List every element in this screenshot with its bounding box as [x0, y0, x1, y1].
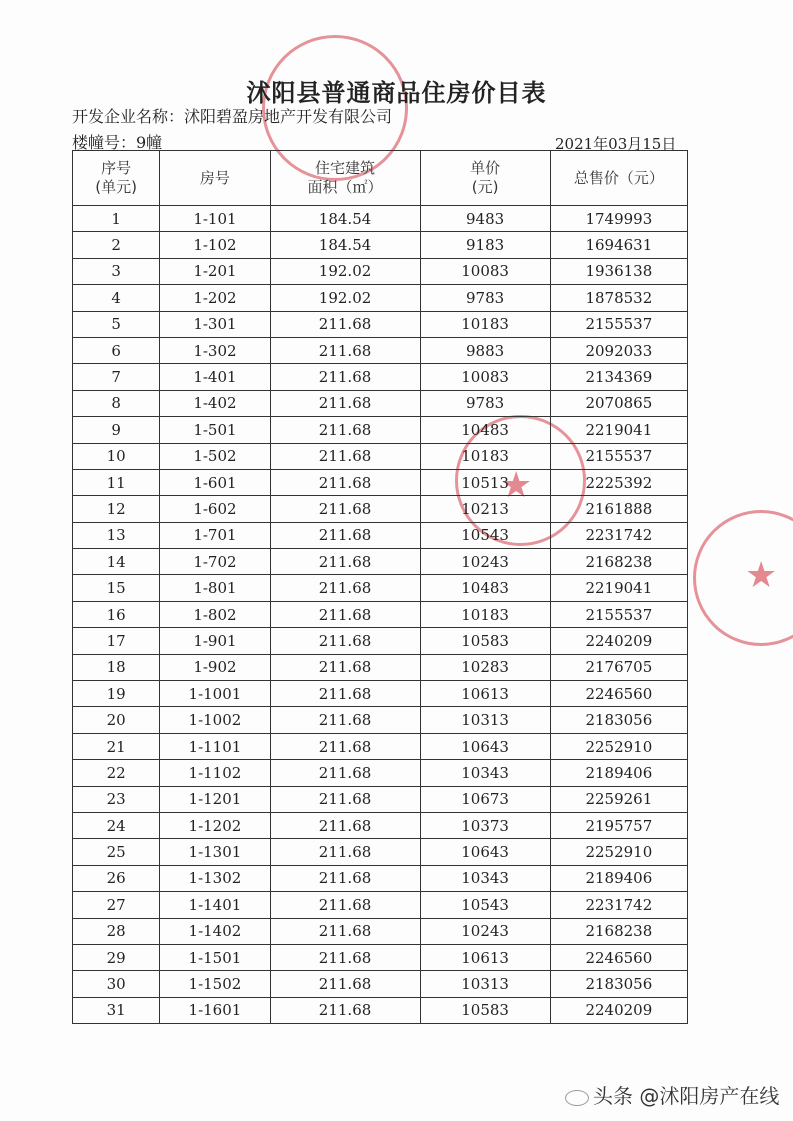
table-row — [73, 206, 688, 232]
cell-total-price: 2219041 — [550, 417, 687, 443]
watermark-text: 头条 @沭阳房产在线 — [593, 1084, 780, 1108]
cell-total-price: 2168238 — [550, 549, 687, 575]
developer-name: 开发企业名称：沭阳碧盈房地产开发有限公司 — [72, 107, 393, 126]
cell-room: 1-1201 — [160, 786, 270, 812]
price-table — [72, 150, 688, 1024]
cell-index: 14 — [73, 549, 160, 575]
cell-index: 18 — [73, 654, 160, 680]
cell-index: 27 — [73, 892, 160, 918]
cell-room: 1-501 — [160, 417, 270, 443]
cell-index: 2 — [73, 232, 160, 258]
cell-index: 1 — [73, 206, 160, 232]
document-date: 2021年03月15日 — [555, 135, 677, 153]
table-row — [73, 812, 688, 838]
table-row — [73, 258, 688, 284]
header-area: 住宅建筑 面积（㎡） — [270, 151, 420, 206]
cell-room: 1-702 — [160, 549, 270, 575]
cell-room: 1-701 — [160, 522, 270, 548]
cell-area: 211.68 — [270, 865, 420, 891]
cell-total-price: 2092033 — [550, 337, 687, 363]
cell-room: 1-1502 — [160, 971, 270, 997]
cell-unit-price: 10083 — [420, 258, 550, 284]
cell-total-price: 2161888 — [550, 496, 687, 522]
cell-room: 1-401 — [160, 364, 270, 390]
cell-area: 184.54 — [270, 232, 420, 258]
cell-area: 211.68 — [270, 707, 420, 733]
cell-area: 211.68 — [270, 496, 420, 522]
cell-area: 192.02 — [270, 258, 420, 284]
cell-room: 1-101 — [160, 206, 270, 232]
cell-room: 1-1402 — [160, 918, 270, 944]
cell-area: 211.68 — [270, 311, 420, 337]
document-title: 沭阳县普通商品住房价目表 — [246, 79, 547, 107]
cell-total-price: 2231742 — [550, 892, 687, 918]
cell-unit-price: 10543 — [420, 522, 550, 548]
cell-total-price: 2155537 — [550, 601, 687, 627]
cell-room: 1-1501 — [160, 944, 270, 970]
cell-unit-price: 10243 — [420, 549, 550, 575]
cell-index: 17 — [73, 628, 160, 654]
cell-room: 1-1202 — [160, 812, 270, 838]
table-row — [73, 971, 688, 997]
cell-index: 6 — [73, 337, 160, 363]
cell-unit-price: 10313 — [420, 707, 550, 733]
cell-total-price: 2189406 — [550, 760, 687, 786]
cell-unit-price: 10373 — [420, 812, 550, 838]
table-row — [73, 417, 688, 443]
table-row — [73, 918, 688, 944]
table-row — [73, 944, 688, 970]
cell-area: 211.68 — [270, 892, 420, 918]
cell-total-price: 2219041 — [550, 575, 687, 601]
cell-index: 7 — [73, 364, 160, 390]
cell-unit-price: 9783 — [420, 285, 550, 311]
cell-room: 1-901 — [160, 628, 270, 654]
cell-index: 25 — [73, 839, 160, 865]
cell-room: 1-902 — [160, 654, 270, 680]
cell-index: 4 — [73, 285, 160, 311]
cell-unit-price: 10613 — [420, 681, 550, 707]
table-row — [73, 733, 688, 759]
cell-area: 211.68 — [270, 681, 420, 707]
cell-index: 8 — [73, 390, 160, 416]
cell-room: 1-1101 — [160, 733, 270, 759]
table-row — [73, 760, 688, 786]
table-row — [73, 681, 688, 707]
cell-index: 20 — [73, 707, 160, 733]
cell-index: 9 — [73, 417, 160, 443]
cell-area: 211.68 — [270, 944, 420, 970]
cell-index: 29 — [73, 944, 160, 970]
cell-total-price: 2246560 — [550, 944, 687, 970]
cell-index: 11 — [73, 469, 160, 495]
cell-total-price: 2225392 — [550, 469, 687, 495]
cell-total-price: 1749993 — [550, 206, 687, 232]
cell-total-price: 1694631 — [550, 232, 687, 258]
cell-total-price: 2155537 — [550, 311, 687, 337]
cell-area: 211.68 — [270, 364, 420, 390]
cell-unit-price: 10613 — [420, 944, 550, 970]
cell-unit-price: 10543 — [420, 892, 550, 918]
cell-room: 1-1601 — [160, 997, 270, 1023]
cell-area: 192.02 — [270, 285, 420, 311]
cell-area: 211.68 — [270, 733, 420, 759]
cell-unit-price: 9783 — [420, 390, 550, 416]
cell-index: 5 — [73, 311, 160, 337]
cell-total-price: 2155537 — [550, 443, 687, 469]
table-row — [73, 311, 688, 337]
seal-star-icon: ★ — [500, 465, 533, 506]
cell-total-price: 2176705 — [550, 654, 687, 680]
cell-area: 211.68 — [270, 786, 420, 812]
building-number: 楼幢号：9幢 — [72, 133, 163, 152]
cell-total-price: 2240209 — [550, 628, 687, 654]
cell-unit-price: 9183 — [420, 232, 550, 258]
cell-total-price: 1936138 — [550, 258, 687, 284]
table-row — [73, 549, 688, 575]
cell-room: 1-602 — [160, 496, 270, 522]
table-row — [73, 496, 688, 522]
cell-area: 211.68 — [270, 918, 420, 944]
company-seal-right — [693, 510, 793, 646]
table-row — [73, 337, 688, 363]
chat-bubble-icon — [565, 1090, 589, 1106]
cell-unit-price: 10483 — [420, 575, 550, 601]
cell-room: 1-1401 — [160, 892, 270, 918]
header-room: 房号 — [160, 151, 270, 206]
cell-index: 12 — [73, 496, 160, 522]
cell-unit-price: 10583 — [420, 628, 550, 654]
cell-room: 1-1102 — [160, 760, 270, 786]
cell-unit-price: 10183 — [420, 443, 550, 469]
cell-index: 28 — [73, 918, 160, 944]
cell-index: 30 — [73, 971, 160, 997]
cell-unit-price: 10643 — [420, 839, 550, 865]
cell-area: 211.68 — [270, 601, 420, 627]
cell-room: 1-302 — [160, 337, 270, 363]
cell-area: 211.68 — [270, 469, 420, 495]
cell-area: 211.68 — [270, 760, 420, 786]
cell-unit-price: 9883 — [420, 337, 550, 363]
cell-total-price: 1878532 — [550, 285, 687, 311]
cell-unit-price: 10213 — [420, 496, 550, 522]
cell-total-price: 2189406 — [550, 865, 687, 891]
cell-index: 26 — [73, 865, 160, 891]
cell-unit-price: 10313 — [420, 971, 550, 997]
cell-room: 1-1002 — [160, 707, 270, 733]
table-row — [73, 865, 688, 891]
cell-area: 211.68 — [270, 812, 420, 838]
table-row — [73, 601, 688, 627]
cell-room: 1-1301 — [160, 839, 270, 865]
cell-area: 211.68 — [270, 549, 420, 575]
cell-room: 1-202 — [160, 285, 270, 311]
cell-area: 211.68 — [270, 337, 420, 363]
cell-total-price: 2240209 — [550, 997, 687, 1023]
cell-area: 184.54 — [270, 206, 420, 232]
cell-unit-price: 10343 — [420, 760, 550, 786]
cell-unit-price: 10673 — [420, 786, 550, 812]
cell-unit-price: 10183 — [420, 311, 550, 337]
cell-unit-price: 9483 — [420, 206, 550, 232]
cell-room: 1-802 — [160, 601, 270, 627]
cell-total-price: 2070865 — [550, 390, 687, 416]
table-row — [73, 390, 688, 416]
cell-room: 1-201 — [160, 258, 270, 284]
cell-unit-price: 10643 — [420, 733, 550, 759]
watermark — [565, 1080, 779, 1109]
table-row — [73, 892, 688, 918]
cell-index: 23 — [73, 786, 160, 812]
cell-room: 1-801 — [160, 575, 270, 601]
cell-total-price: 2168238 — [550, 918, 687, 944]
table-row — [73, 997, 688, 1023]
cell-unit-price: 10283 — [420, 654, 550, 680]
table-row — [73, 839, 688, 865]
table-row — [73, 364, 688, 390]
cell-room: 1-301 — [160, 311, 270, 337]
table-row — [73, 707, 688, 733]
cell-room: 1-1001 — [160, 681, 270, 707]
cell-total-price: 2195757 — [550, 812, 687, 838]
cell-index: 24 — [73, 812, 160, 838]
cell-area: 211.68 — [270, 417, 420, 443]
cell-unit-price: 10183 — [420, 601, 550, 627]
cell-unit-price: 10243 — [420, 918, 550, 944]
cell-area: 211.68 — [270, 575, 420, 601]
header-index: 序号 (单元) — [73, 151, 160, 206]
cell-room: 1-1302 — [160, 865, 270, 891]
table-row — [73, 628, 688, 654]
cell-index: 16 — [73, 601, 160, 627]
cell-unit-price: 10083 — [420, 364, 550, 390]
cell-area: 211.68 — [270, 628, 420, 654]
cell-unit-price: 10483 — [420, 417, 550, 443]
cell-area: 211.68 — [270, 971, 420, 997]
cell-room: 1-601 — [160, 469, 270, 495]
cell-index: 13 — [73, 522, 160, 548]
cell-total-price: 2231742 — [550, 522, 687, 548]
cell-index: 21 — [73, 733, 160, 759]
cell-index: 15 — [73, 575, 160, 601]
table-row — [73, 469, 688, 495]
cell-total-price: 2259261 — [550, 786, 687, 812]
cell-total-price: 2252910 — [550, 839, 687, 865]
table-row — [73, 443, 688, 469]
header-unit-price: 单价 (元) — [420, 151, 550, 206]
cell-area: 211.68 — [270, 522, 420, 548]
cell-total-price: 2246560 — [550, 681, 687, 707]
table-row — [73, 654, 688, 680]
table-row — [73, 575, 688, 601]
cell-index: 22 — [73, 760, 160, 786]
cell-unit-price: 10513 — [420, 469, 550, 495]
cell-unit-price: 10343 — [420, 865, 550, 891]
cell-area: 211.68 — [270, 443, 420, 469]
table-row — [73, 786, 688, 812]
cell-index: 3 — [73, 258, 160, 284]
cell-area: 211.68 — [270, 390, 420, 416]
cell-total-price: 2183056 — [550, 707, 687, 733]
cell-total-price: 2183056 — [550, 971, 687, 997]
cell-total-price: 2134369 — [550, 364, 687, 390]
cell-unit-price: 10583 — [420, 997, 550, 1023]
cell-room: 1-502 — [160, 443, 270, 469]
table-row — [73, 285, 688, 311]
cell-area: 211.68 — [270, 839, 420, 865]
cell-room: 1-102 — [160, 232, 270, 258]
cell-index: 31 — [73, 997, 160, 1023]
cell-area: 211.68 — [270, 654, 420, 680]
cell-room: 1-402 — [160, 390, 270, 416]
seal-star-icon: ★ — [745, 555, 778, 596]
cell-area: 211.68 — [270, 997, 420, 1023]
table-row — [73, 522, 688, 548]
cell-index: 19 — [73, 681, 160, 707]
header-total-price: 总售价（元） — [550, 151, 687, 206]
cell-index: 10 — [73, 443, 160, 469]
table-row — [73, 232, 688, 258]
cell-total-price: 2252910 — [550, 733, 687, 759]
